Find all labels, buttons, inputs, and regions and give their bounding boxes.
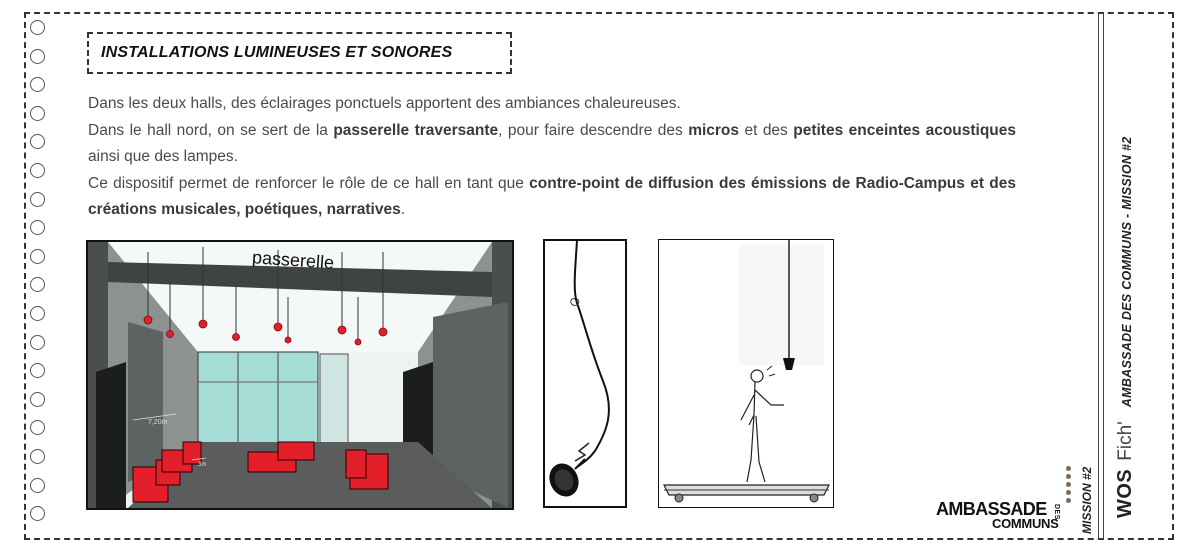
binder-hole [30, 49, 45, 64]
binder-hole [30, 249, 45, 264]
binder-hole [30, 277, 45, 292]
binder-hole [30, 220, 45, 235]
binder-hole [30, 306, 45, 321]
binder-holes [30, 20, 50, 535]
microphone-sketch [543, 239, 627, 508]
binder-hole [30, 449, 45, 464]
section-title: INSTALLATIONS LUMINEUSES ET SONORES [87, 32, 512, 74]
binder-hole [30, 20, 45, 35]
decorative-dots [1066, 466, 1071, 506]
paragraph-2: Dans le hall nord, on se sert de la passerelle traversante, pour faire descendre des micros et des petites enceintes acoustiques ainsi que des lampes. [88, 121, 1017, 165]
binder-hole [30, 335, 45, 350]
binder-hole [30, 478, 45, 493]
binder-hole [30, 163, 45, 178]
logo-mission: MISSION #2 [1080, 466, 1094, 534]
side-mission-title: AMBASSADE DES COMMUNS - MISSION #2 [1120, 136, 1134, 408]
dimension-label-1: 7,20m [148, 419, 168, 426]
speaker-sketch [658, 239, 834, 508]
side-title [1114, 137, 1137, 518]
side-divider [1098, 12, 1104, 540]
binder-hole [30, 506, 45, 521]
side-subtitle: Fich' [1115, 421, 1136, 461]
hall-sketch [86, 240, 514, 510]
binder-hole [30, 420, 45, 435]
binder-hole [30, 192, 45, 207]
paragraph-3: Ce dispositif permet de renforcer le rôle de ce hall en tant que contre-point de diffusion des émissions de Radio-Campus et des créations musicales, poétiques, narratives. [88, 174, 1016, 218]
binder-hole [30, 106, 45, 121]
binder-hole [30, 363, 45, 378]
ambassade-logo [936, 499, 1060, 531]
passerelle-label: passerelle [251, 247, 335, 273]
logo-line-2: COMMUNS [992, 516, 1059, 531]
binder-hole [30, 77, 45, 92]
paragraph-1: Dans les deux halls, des éclairages ponctuels apportent des ambiances chaleureuses. [88, 95, 681, 112]
body-text [88, 91, 1016, 224]
side-brand: WOS [1114, 468, 1136, 518]
binder-hole [30, 134, 45, 149]
binder-hole [30, 392, 45, 407]
dimension-label-2: 3m [198, 462, 207, 468]
logo-line-1: AMBASSADE [936, 499, 1047, 519]
logo-des: DES [1053, 504, 1060, 520]
